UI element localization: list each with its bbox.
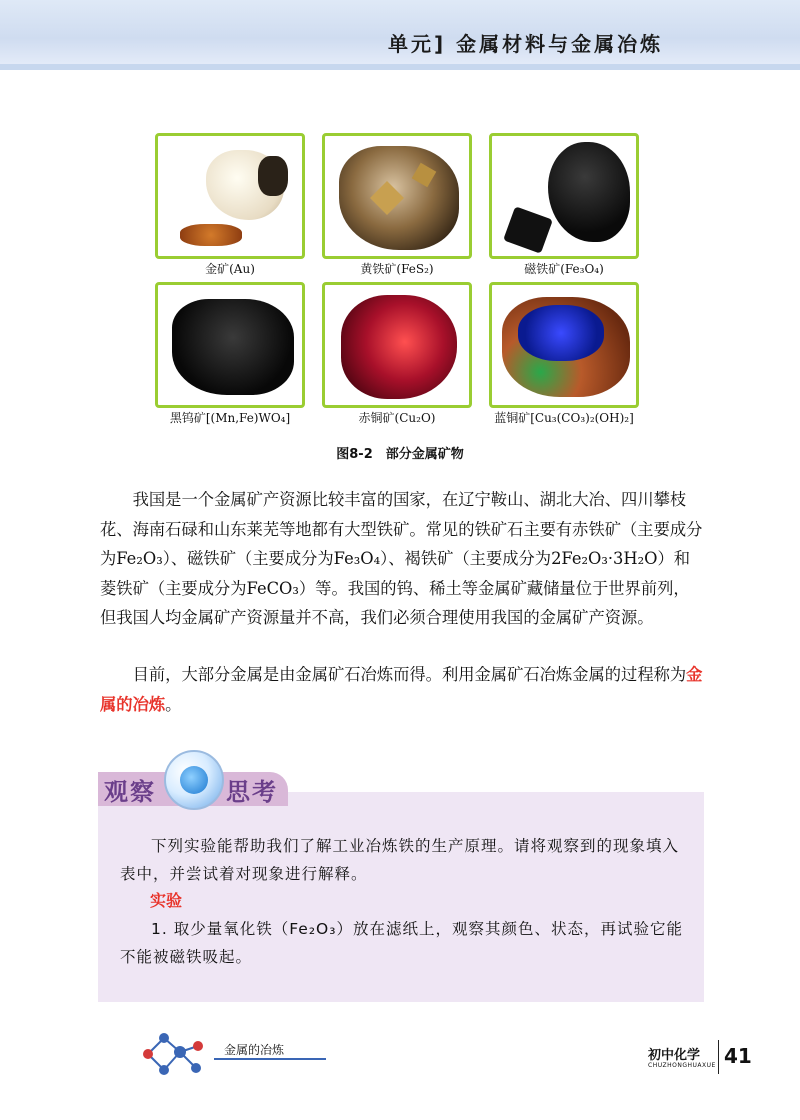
figure-caption: 图8-2 部分金属矿物 [336,447,464,462]
mineral-photo-frame [322,282,472,408]
mineral-magnetite [489,133,639,276]
mineral-azurite [489,282,639,425]
mineral-gold [155,133,305,276]
mineral-caption: 黄铁矿(FeS₂) [360,262,434,276]
mineral-photo-frame [322,133,472,259]
footer-section-title: 金属的冶炼 [224,1043,285,1057]
mineral-wolframite [155,282,305,425]
mineral-photo-frame [155,133,305,259]
observe-label: 观察 [104,778,156,806]
body-paragraph-2: 目前，大部分金属是由金属矿石冶炼而得。利用金属矿石冶炼金属的过程称为金属的冶炼。 [100,665,703,714]
mineral-cuprite [322,282,472,425]
key-term: 金属的冶炼 [100,665,703,714]
mineral-pyrite [322,133,472,276]
page-number: 41 [724,1044,752,1068]
chapter-title: 单元] 金属材料与金属冶炼 [388,32,664,56]
header-stripe [0,64,800,70]
body-paragraph-1: 我国是一个金属矿产资源比较丰富的国家，在辽宁鞍山、湖北大冶、四川攀枝花、海南石碌和山东莱芜等地都有大型铁矿。常见的铁矿石主要有赤铁矿（主要成分为Fe₂O₃）、磁铁矿（主要成分为Fe₃O₄）、褐铁矿（主要成分为2Fe₂O₃·3H₂O）和菱铁矿（主要成分为FeCO₃）等。我国的钨、稀土等金属矿藏储量位于世界前列，但我国人均金属矿产资源量并不高，我们必须合理使用我国的金属矿产资源。 [100,490,703,627]
mineral-photo-frame [489,133,639,259]
footer-subject: 初中化学 [648,1048,701,1063]
mineral-caption: 黑钨矿[(Mn,Fe)WO₄] [169,411,291,425]
mineral-caption: 磁铁矿(Fe₃O₄) [524,262,604,276]
mineral-photo-frame [489,282,639,408]
molecule-icon [138,1024,218,1084]
observe-intro: 下列实验能帮助我们了解工业冶炼铁的生产原理。请将观察到的现象填入表中，并尝试着对现象进行解释。 [120,837,680,883]
footer-divider [718,1040,719,1074]
footer-underline [214,1058,326,1060]
flask-icon [164,750,224,810]
mineral-caption: 金矿(Au) [205,262,255,276]
think-label: 思考 [226,778,278,806]
mineral-caption: 赤铜矿(Cu₂O) [358,411,436,425]
mineral-caption: 蓝铜矿[Cu₃(CO₃)₂(OH)₂] [494,411,634,425]
mineral-photo-frame [155,282,305,408]
page-header [0,0,800,70]
footer-pinyin: CHUZHONGHUAXUE [648,1062,716,1069]
experiment-heading: 实验 [150,891,183,910]
experiment-item-1: 1. 取少量氧化铁（Fe₂O₃）放在滤纸上，观察其颜色、状态，再试验它能不能被磁铁吸起。 [120,920,683,966]
